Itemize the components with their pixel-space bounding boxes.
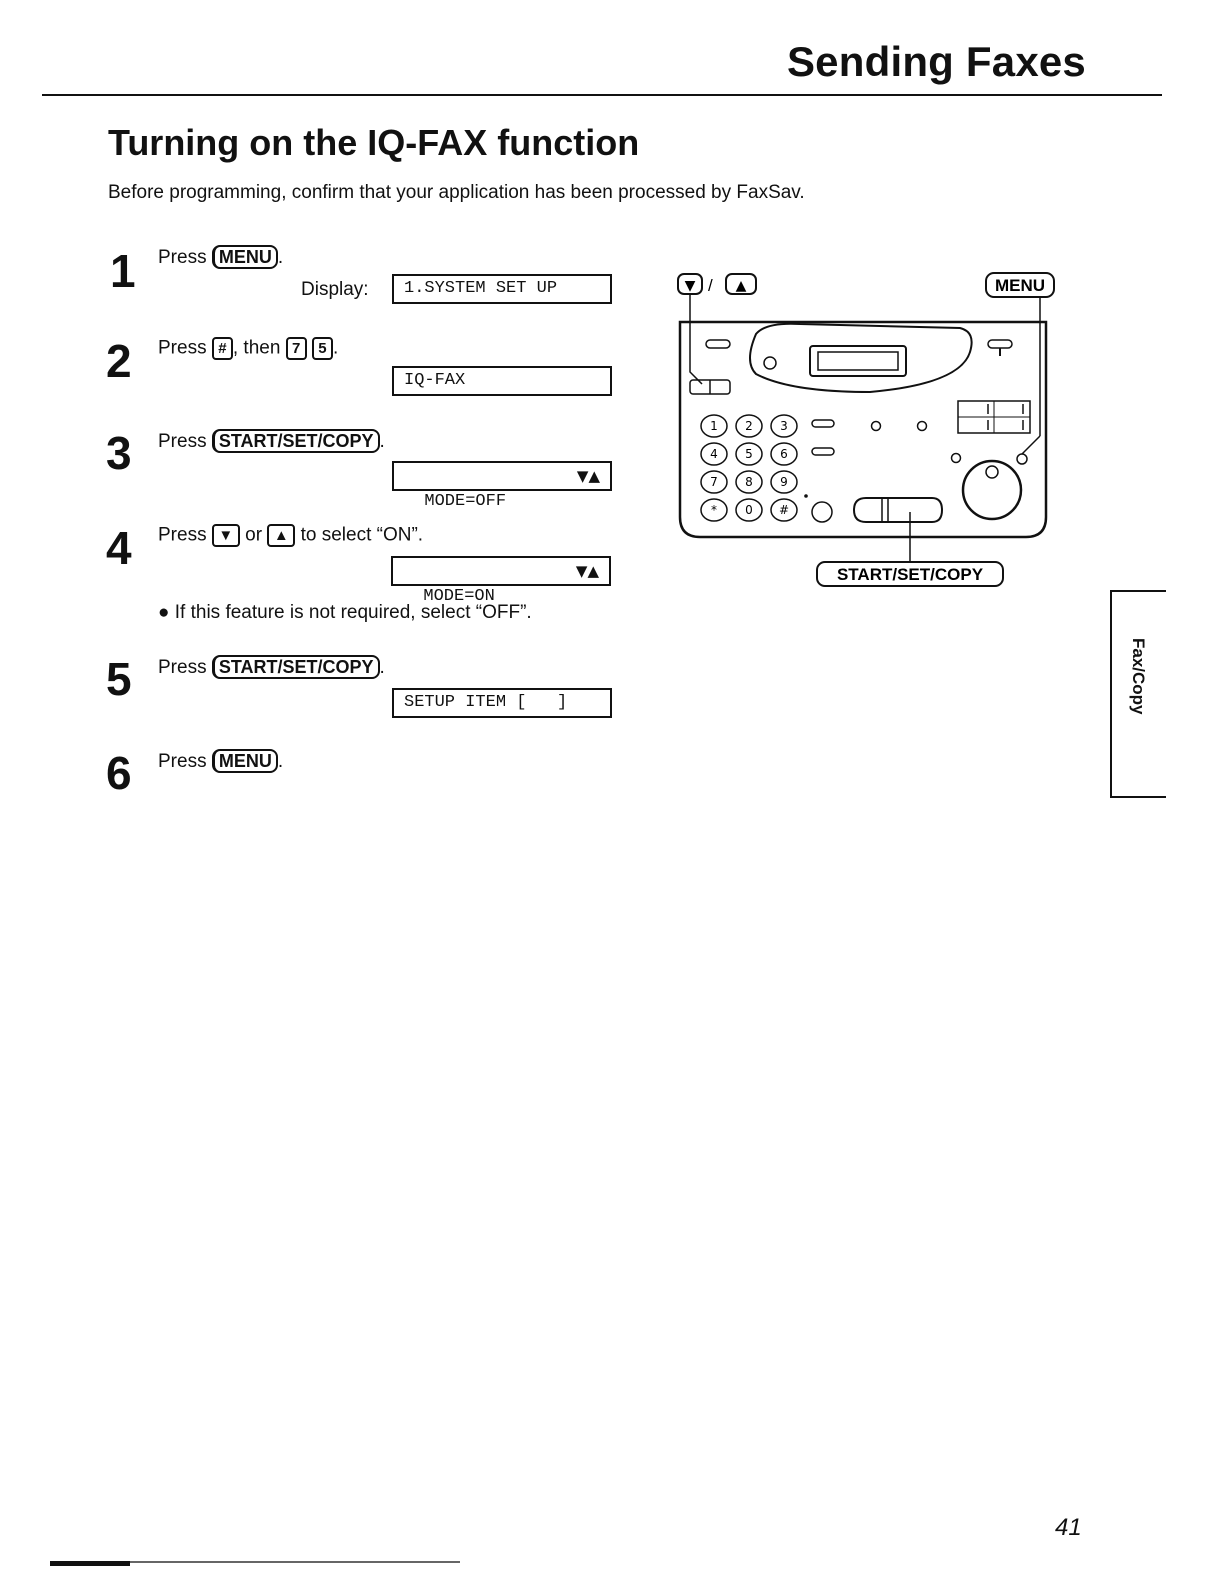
menu-key: MENU	[212, 749, 278, 773]
step-3-number: 3	[106, 427, 132, 479]
svg-text:9: 9	[780, 475, 788, 489]
footer-line	[130, 1561, 460, 1563]
step-1-instruction	[158, 245, 283, 269]
up-arrow-glyph: ▲	[735, 278, 747, 294]
step-6-number: 6	[106, 747, 132, 799]
fax-panel-diagram	[670, 262, 1070, 592]
step-1-suffix: .	[277, 247, 284, 268]
side-tab	[1110, 590, 1166, 798]
svg-text:2: 2	[745, 419, 753, 433]
step-3-prefix: Press	[158, 431, 207, 452]
step-2-mid: , then	[232, 337, 281, 359]
step-4-note-text: If this feature is not required, select “OFF”.	[174, 602, 532, 623]
svg-text:5: 5	[745, 447, 753, 461]
start-set-copy-key: START/SET/COPY	[212, 429, 380, 453]
side-tab-label: Fax/Copy	[1129, 638, 1148, 715]
seven-key: 7	[286, 337, 307, 360]
key-2	[736, 415, 762, 437]
step-3-display-text: MODE=OFF	[424, 492, 507, 511]
keypad	[701, 415, 797, 521]
step-5-suffix: .	[379, 657, 385, 678]
display-label: Display:	[301, 279, 369, 300]
step-2-prefix: Press	[158, 337, 207, 359]
step-2-suffix: .	[332, 337, 339, 359]
key-6	[771, 443, 797, 465]
step-4-instruction	[158, 524, 423, 547]
menu-label: MENU	[994, 276, 1046, 295]
page-number: 41	[1055, 1514, 1082, 1541]
start-button	[854, 498, 942, 522]
svg-text:6: 6	[780, 447, 788, 461]
step-3-instruction	[158, 429, 385, 453]
display-housing	[750, 324, 972, 392]
hash-key: #	[212, 337, 233, 360]
svg-text:#: #	[778, 503, 790, 517]
start-set-copy-label: START/SET/COPY	[836, 565, 984, 584]
step-6-prefix: Press	[158, 751, 207, 772]
key-8	[736, 471, 762, 493]
step-4-note	[158, 602, 532, 624]
svg-text:4: 4	[710, 447, 718, 461]
page-header-title: Sending Faxes	[786, 38, 1086, 85]
step-5-number: 5	[106, 653, 132, 705]
key-3	[771, 415, 797, 437]
step-3-display	[392, 461, 612, 511]
step-5-instruction	[158, 655, 385, 679]
step-4-display-text: MODE=ON	[423, 587, 495, 606]
scroll-arrows-icon: ▼▲	[575, 562, 599, 580]
step-5-prefix: Press	[158, 657, 207, 678]
step-1-prefix: Press	[158, 247, 207, 268]
step-2-instruction	[158, 337, 338, 360]
up-arrow-key: ▲	[267, 524, 295, 547]
svg-text:0: 0	[745, 503, 753, 517]
svg-text:7: 7	[710, 475, 718, 489]
round-button	[963, 461, 1021, 519]
step-3-suffix: .	[379, 431, 385, 452]
step-6-instruction	[158, 749, 283, 773]
step-2-number: 2	[106, 335, 132, 387]
menu-key: MENU	[212, 245, 278, 269]
down-arrow-glyph: ▼	[684, 278, 696, 294]
down-arrow-key: ▼	[212, 524, 240, 547]
footer-bar	[50, 1561, 130, 1566]
step-1-display: 1.SYSTEM SET UP	[392, 274, 612, 304]
step-4-number: 4	[106, 522, 132, 574]
step-2-display: IQ-FAX	[392, 366, 612, 396]
step-1-number: 1	[110, 245, 136, 297]
fax-panel-illustration	[670, 262, 1070, 592]
key-star	[701, 499, 727, 521]
step-6-suffix: .	[277, 751, 284, 772]
intro-text: Before programming, confirm that your application has been processed by FaxSav.	[108, 182, 805, 203]
five-key: 5	[312, 337, 333, 360]
svg-text:*: *	[711, 503, 717, 517]
header-rule	[42, 94, 1162, 96]
lcd-window	[810, 346, 906, 376]
step-4-mid: or	[245, 524, 263, 546]
key-9	[771, 471, 797, 493]
panel-body	[680, 322, 1046, 537]
svg-text:3: 3	[780, 419, 788, 433]
step-4-prefix: Press	[158, 524, 207, 546]
step-5-display: SETUP ITEM [ ]	[392, 688, 612, 718]
key-hash	[771, 499, 797, 521]
key-7	[701, 471, 727, 493]
start-set-copy-key: START/SET/COPY	[212, 655, 380, 679]
key-4	[701, 443, 727, 465]
step-4-display	[391, 556, 611, 606]
step-4-suffix: to select “ON”.	[300, 524, 424, 546]
key-0	[736, 499, 762, 521]
arrow-separator: /	[708, 276, 713, 295]
menu-callout	[986, 273, 1054, 342]
scroll-arrows-icon: ▼▲	[576, 467, 600, 485]
svg-text:1: 1	[710, 419, 718, 433]
svg-text:8: 8	[745, 475, 753, 489]
arrow-keys-label	[678, 274, 756, 295]
key-1	[701, 415, 727, 437]
key-5	[736, 443, 762, 465]
section-title: Turning on the IQ-FAX function	[108, 122, 640, 163]
bullet-icon: ●	[158, 602, 170, 623]
